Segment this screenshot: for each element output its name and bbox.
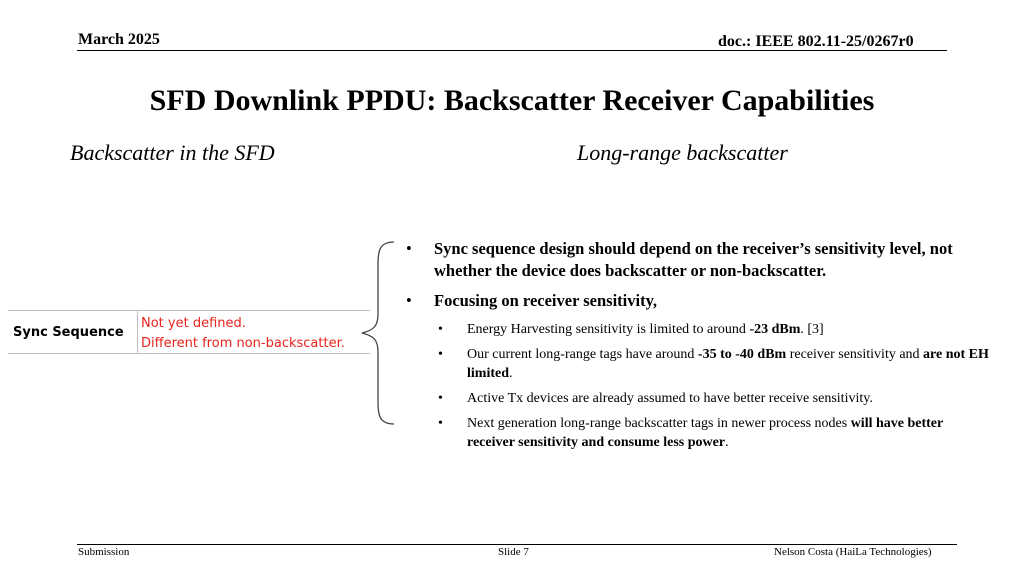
sub-bullet-item: • Our current long-range tags have around -35 to -40 dBm receiver sensitivity and are not EH limited. (404, 345, 994, 383)
curly-brace-icon (360, 240, 402, 426)
footer-slide-number: Slide 7 (498, 546, 529, 558)
bullet-list (404, 238, 994, 458)
sync-sequence-table (8, 310, 370, 354)
subtitle-left: Backscatter in the SFD (70, 140, 275, 165)
sub-bullet-item: • Next generation long-range backscatter tags in newer process nodes will have better receiver sensitivity and consume less power. (404, 414, 994, 452)
footer-submission: Submission (78, 546, 130, 558)
header-rule (77, 50, 947, 51)
table-value-line-2: Different from non-backscatter. (141, 336, 345, 351)
footer-rule (77, 544, 957, 545)
bullet-item: • Focusing on receiver sensitivity, (404, 290, 994, 312)
table-value-line-1: Not yet defined. (141, 316, 246, 331)
footer-author: Nelson Costa (HaiLa Technologies) (774, 546, 932, 558)
table-header-cell: Sync Sequence (8, 311, 138, 353)
subtitle-right: Long-range backscatter (577, 140, 788, 165)
bullet-item: • Sync sequence design should depend on the receiver’s sensitivity level, not whether the device does backscatter or non-backscatter. (404, 238, 994, 282)
table-value-cell (138, 311, 345, 353)
header-doc-id: doc.: IEEE 802.11-25/0267r0 (718, 33, 914, 50)
header-date: March 2025 (78, 31, 160, 48)
sub-bullet-item: • Active Tx devices are already assumed to have better receive sensitivity. (404, 389, 994, 408)
sub-bullet-item: • Energy Harvesting sensitivity is limited to around -23 dBm. [3] (404, 320, 994, 339)
slide-title: SFD Downlink PPDU: Backscatter Receiver Capabilities (149, 84, 875, 117)
